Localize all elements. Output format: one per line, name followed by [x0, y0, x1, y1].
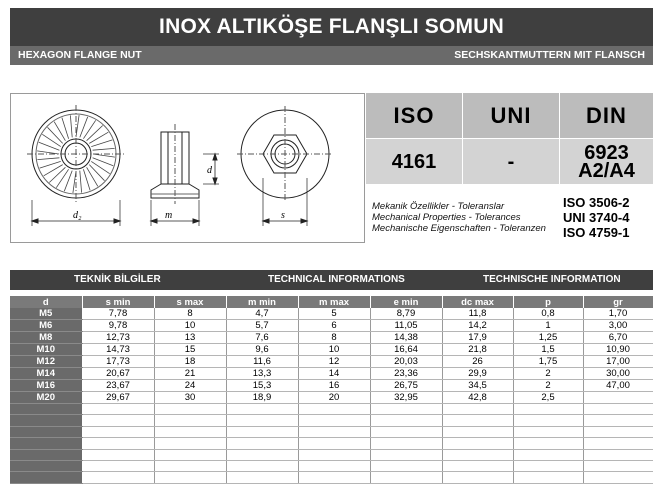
- column-header: p: [513, 296, 583, 308]
- serration-line: [91, 140, 112, 147]
- empty-cell: [513, 472, 583, 483]
- empty-cell: [583, 438, 653, 449]
- serration-line: [89, 165, 104, 181]
- empty-cell: [513, 460, 583, 471]
- value-cell: 29,67: [82, 392, 154, 404]
- value-cell: 13: [154, 332, 226, 344]
- table-row: [10, 356, 653, 368]
- size-cell: M20: [10, 392, 82, 404]
- std-value-uni: -: [463, 139, 559, 184]
- flange-top-view: [27, 105, 125, 226]
- value-cell: 12: [298, 356, 370, 368]
- properties-line-de: Mechanische Eigenschaften - Toleranzen: [372, 223, 546, 234]
- value-cell: 30: [154, 392, 226, 404]
- empty-cell: [513, 426, 583, 437]
- value-cell: 4,7: [226, 308, 298, 320]
- serration-line: [70, 115, 72, 137]
- value-cell: 2: [513, 368, 583, 380]
- empty-table-row: [10, 438, 653, 449]
- empty-cell: [10, 449, 82, 460]
- value-cell: 20,67: [82, 368, 154, 380]
- empty-table-row: [10, 472, 653, 483]
- subtitle-german: SECHSKANTMUTTERN MIT FLANSCH: [454, 49, 645, 61]
- column-header: s min: [82, 296, 154, 308]
- value-cell: 16: [298, 380, 370, 392]
- dim-label-s: s: [281, 210, 285, 221]
- empty-cell: [154, 472, 226, 483]
- value-cell: 14,2: [442, 320, 513, 332]
- empty-cell: [226, 472, 298, 483]
- empty-cell: [10, 415, 82, 426]
- empty-cell: [583, 472, 653, 483]
- column-header: dc max: [442, 296, 513, 308]
- iso-ref-1: ISO 3506-2: [563, 195, 630, 210]
- empty-cell: [370, 438, 442, 449]
- value-cell: 6: [298, 320, 370, 332]
- properties-text: [366, 186, 559, 244]
- value-cell: 30,00: [583, 368, 653, 380]
- value-cell: 10: [154, 320, 226, 332]
- table-header-row: [10, 296, 653, 308]
- empty-cell: [226, 415, 298, 426]
- empty-cell: [298, 426, 370, 437]
- size-cell: M6: [10, 320, 82, 332]
- empty-cell: [370, 472, 442, 483]
- value-cell: 29,9: [442, 368, 513, 380]
- empty-cell: [298, 415, 370, 426]
- value-cell: 7,78: [82, 308, 154, 320]
- empty-cell: [226, 426, 298, 437]
- empty-cell: [370, 415, 442, 426]
- serration-line: [87, 126, 103, 141]
- dim-label-d2: d₂: [73, 210, 82, 221]
- table-row: [10, 320, 653, 332]
- empty-cell: [10, 426, 82, 437]
- table-row: [10, 368, 653, 380]
- empty-table-row: [10, 449, 653, 460]
- value-cell: 23,36: [370, 368, 442, 380]
- serration-line: [37, 158, 59, 160]
- value-cell: 5: [298, 308, 370, 320]
- empty-cell: [154, 426, 226, 437]
- empty-cell: [513, 438, 583, 449]
- section-title-de: TECHNISCHE INFORMATION: [483, 274, 621, 285]
- value-cell: 11,05: [370, 320, 442, 332]
- serration-line: [80, 171, 82, 193]
- empty-cell: [82, 426, 154, 437]
- hexagon-bottom-view: [237, 106, 333, 226]
- value-cell: 0,8: [513, 308, 583, 320]
- value-cell: 8: [154, 308, 226, 320]
- empty-cell: [370, 460, 442, 471]
- value-cell: 11,6: [226, 356, 298, 368]
- value-cell: 1: [513, 320, 583, 332]
- empty-cell: [154, 460, 226, 471]
- serration-line: [62, 118, 69, 139]
- value-cell: 2,5: [513, 392, 583, 404]
- empty-cell: [226, 449, 298, 460]
- empty-cell: [442, 449, 513, 460]
- empty-cell: [442, 404, 513, 415]
- value-cell: 3,00: [583, 320, 653, 332]
- table-row: [10, 308, 653, 320]
- value-cell: 1,5: [513, 344, 583, 356]
- empty-cell: [298, 472, 370, 483]
- empty-cell: [10, 472, 82, 483]
- value-cell: 11,8: [442, 308, 513, 320]
- empty-table-row: [10, 404, 653, 415]
- value-cell: 6,70: [583, 332, 653, 344]
- column-header: e min: [370, 296, 442, 308]
- serration-line: [40, 161, 61, 168]
- empty-cell: [82, 438, 154, 449]
- nut-drawing-svg: [11, 94, 366, 244]
- value-cell: 10,90: [583, 344, 653, 356]
- empty-cell: [370, 449, 442, 460]
- empty-cell: [583, 449, 653, 460]
- empty-cell: [82, 415, 154, 426]
- value-cell: 12,73: [82, 332, 154, 344]
- page-title: INOX ALTIKÖŞE FLANŞLI SOMUN: [10, 8, 653, 46]
- value-cell: 9,78: [82, 320, 154, 332]
- empty-cell: [10, 438, 82, 449]
- empty-cell: [370, 404, 442, 415]
- size-cell: M5: [10, 308, 82, 320]
- properties-line-en: Mechanical Properties - Tolerances: [372, 212, 521, 223]
- section-title-tr: TEKNİK BİLGİLER: [74, 274, 161, 285]
- value-cell: 10: [298, 344, 370, 356]
- empty-cell: [154, 415, 226, 426]
- std-header-iso: ISO: [366, 93, 462, 138]
- dim-label-d: d: [207, 165, 212, 176]
- std-header-uni: UNI: [463, 93, 559, 138]
- empty-cell: [298, 438, 370, 449]
- empty-cell: [82, 460, 154, 471]
- value-cell: 17,73: [82, 356, 154, 368]
- std-value-iso: 4161: [366, 139, 462, 184]
- dim-label-m: m: [165, 210, 173, 221]
- table-row: [10, 380, 653, 392]
- empty-cell: [513, 449, 583, 460]
- empty-cell: [513, 415, 583, 426]
- properties-line-tr: Mekanik Özellikler - Toleranslar: [372, 201, 505, 212]
- empty-cell: [298, 460, 370, 471]
- empty-cell: [583, 426, 653, 437]
- empty-cell: [226, 460, 298, 471]
- value-cell: 14: [298, 368, 370, 380]
- standards-panel: [366, 93, 653, 243]
- value-cell: 23,67: [82, 380, 154, 392]
- empty-cell: [82, 404, 154, 415]
- serration-line: [48, 127, 63, 143]
- value-cell: 26: [442, 356, 513, 368]
- iso-ref-2: UNI 3740-4: [563, 210, 630, 225]
- value-cell: 18,9: [226, 392, 298, 404]
- serration-line: [83, 169, 90, 190]
- column-header: s max: [154, 296, 226, 308]
- section-title-en: TECHNICAL INFORMATIONS: [268, 274, 405, 285]
- empty-cell: [10, 404, 82, 415]
- dimensions-table: [10, 296, 653, 484]
- column-header: gr: [583, 296, 653, 308]
- value-cell: 14,38: [370, 332, 442, 344]
- empty-cell: [298, 404, 370, 415]
- value-cell: 1,25: [513, 332, 583, 344]
- empty-cell: [154, 449, 226, 460]
- table-row: [10, 332, 653, 344]
- value-cell: 8: [298, 332, 370, 344]
- empty-cell: [583, 415, 653, 426]
- empty-cell: [82, 472, 154, 483]
- column-header: d: [10, 296, 82, 308]
- size-cell: M8: [10, 332, 82, 344]
- empty-cell: [82, 449, 154, 460]
- value-cell: 34,5: [442, 380, 513, 392]
- value-cell: 2: [513, 380, 583, 392]
- iso-reference-list: [559, 186, 653, 244]
- empty-cell: [370, 426, 442, 437]
- value-cell: 9,6: [226, 344, 298, 356]
- value-cell: 13,3: [226, 368, 298, 380]
- value-cell: 32,95: [370, 392, 442, 404]
- value-cell: 26,75: [370, 380, 442, 392]
- value-cell: 24: [154, 380, 226, 392]
- value-cell: [583, 392, 653, 404]
- empty-cell: [513, 404, 583, 415]
- value-cell: 1,75: [513, 356, 583, 368]
- size-cell: M10: [10, 344, 82, 356]
- empty-cell: [442, 426, 513, 437]
- empty-cell: [583, 460, 653, 471]
- value-cell: 47,00: [583, 380, 653, 392]
- empty-cell: [442, 438, 513, 449]
- std-header-din: DIN: [560, 93, 653, 138]
- empty-cell: [442, 472, 513, 483]
- empty-table-row: [10, 460, 653, 471]
- column-header: m max: [298, 296, 370, 308]
- empty-cell: [154, 404, 226, 415]
- value-cell: 15: [154, 344, 226, 356]
- technical-drawing: [10, 93, 365, 243]
- empty-cell: [442, 415, 513, 426]
- table-row: [10, 344, 653, 356]
- value-cell: 17,00: [583, 356, 653, 368]
- value-cell: 8,79: [370, 308, 442, 320]
- empty-cell: [226, 404, 298, 415]
- table-section-header: [10, 270, 653, 290]
- value-cell: 20: [298, 392, 370, 404]
- empty-cell: [442, 460, 513, 471]
- std-value-din: 6923 A2/A4: [560, 139, 653, 184]
- size-cell: M14: [10, 368, 82, 380]
- table-row: [10, 392, 653, 404]
- empty-cell: [154, 438, 226, 449]
- value-cell: 18: [154, 356, 226, 368]
- serration-line: [49, 167, 65, 182]
- empty-cell: [298, 449, 370, 460]
- value-cell: 20,03: [370, 356, 442, 368]
- value-cell: 16,64: [370, 344, 442, 356]
- size-cell: M12: [10, 356, 82, 368]
- iso-ref-3: ISO 4759-1: [563, 225, 630, 240]
- value-cell: 42,8: [442, 392, 513, 404]
- value-cell: 21: [154, 368, 226, 380]
- value-cell: 5,7: [226, 320, 298, 332]
- empty-table-row: [10, 415, 653, 426]
- table-body: [10, 308, 653, 483]
- value-cell: 17,9: [442, 332, 513, 344]
- value-cell: 7,6: [226, 332, 298, 344]
- subtitle-english: HEXAGON FLANGE NUT: [18, 49, 142, 61]
- value-cell: 15,3: [226, 380, 298, 392]
- column-header: m min: [226, 296, 298, 308]
- value-cell: 21,8: [442, 344, 513, 356]
- value-cell: 1,70: [583, 308, 653, 320]
- serration-line: [93, 148, 115, 150]
- empty-table-row: [10, 426, 653, 437]
- empty-cell: [10, 460, 82, 471]
- empty-cell: [226, 438, 298, 449]
- size-cell: M16: [10, 380, 82, 392]
- subtitle-bar: [10, 46, 653, 65]
- empty-cell: [583, 404, 653, 415]
- value-cell: 14,73: [82, 344, 154, 356]
